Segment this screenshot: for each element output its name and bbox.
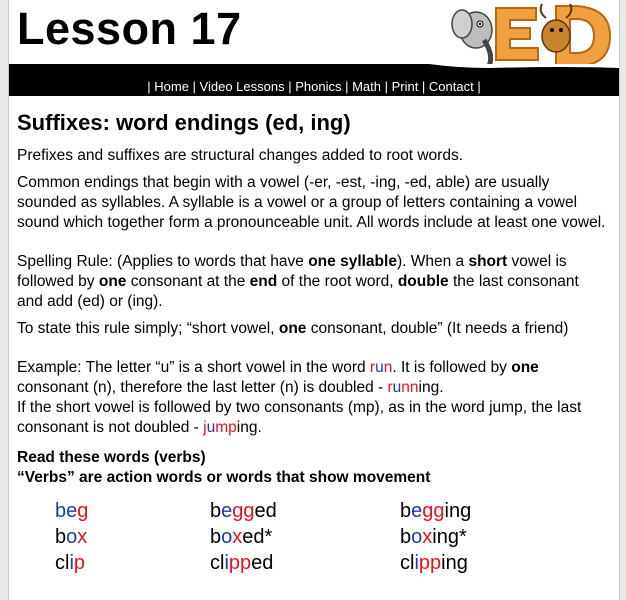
word-clipped: clipped [210,552,274,574]
word-boxed: boxed* [210,526,273,548]
nav-home[interactable]: Home [154,79,189,94]
ed-logo [434,0,619,68]
nav-print[interactable]: Print [391,79,419,94]
word-row-beg [17,498,607,524]
nav-swoosh [9,64,619,78]
main-content [17,110,607,576]
nav-links: | Home | Video Lessons | Phonics | Math | Print | Contact | [147,79,481,94]
header [9,0,619,64]
word-clip: clip [55,552,86,574]
page [8,0,620,600]
word-begged: begged [210,500,277,522]
nav-math[interactable]: Math [352,79,381,94]
word-grid [17,498,607,576]
word-row-box [17,524,607,550]
word-boxing: boxing* [400,526,467,548]
paragraph-prefixes: Prefixes and suffixes are structural changes added to root words. [17,147,464,164]
page-heading: Suffixes: word endings (ed, ing) [17,110,351,135]
word-row-clip [17,550,607,576]
nav-phonics[interactable]: Phonics [295,79,342,94]
lesson-title: Lesson 17 [17,3,242,54]
word-box: box [55,526,88,548]
spelling-rule: Spelling Rule: (Applies to words that have one syllable). When a short vowel is followed by one consonant at the end of the root word, double the last consonant and add (ed) or (ing). [17,253,579,310]
nav-contact[interactable]: Contact [428,79,474,94]
word-begging: begging [400,500,472,522]
word-clipping: clipping [400,552,468,574]
nav-video-lessons[interactable]: Video Lessons [199,79,285,94]
paragraph-endings: Common endings that begin with a vowel (-er, -est, -ing, -ed, able) are usually sounded as syllables. A syllable is a vowel or a group of letters containing a vowel sound which together form a pronounceable unit. All words include at least one vowel. [17,174,606,231]
nav-bar [9,64,619,96]
example-paragraph: Example: The letter “u” is a short vowel in the word run. It is followed by one consonant (n), therefore the last letter (n) is doubled - running. If the short vowel is followed by two consonants (mp), as in the word jump, the last consonant is not doubled - jumping. [17,359,582,436]
rule-simple: To state this rule simply; “short vowel, one consonant, double” (It needs a friend) [17,320,569,337]
word-beg: beg [55,500,89,522]
words-heading: Read these words (verbs) “Verbs” are action words or words that show movement [17,449,431,486]
